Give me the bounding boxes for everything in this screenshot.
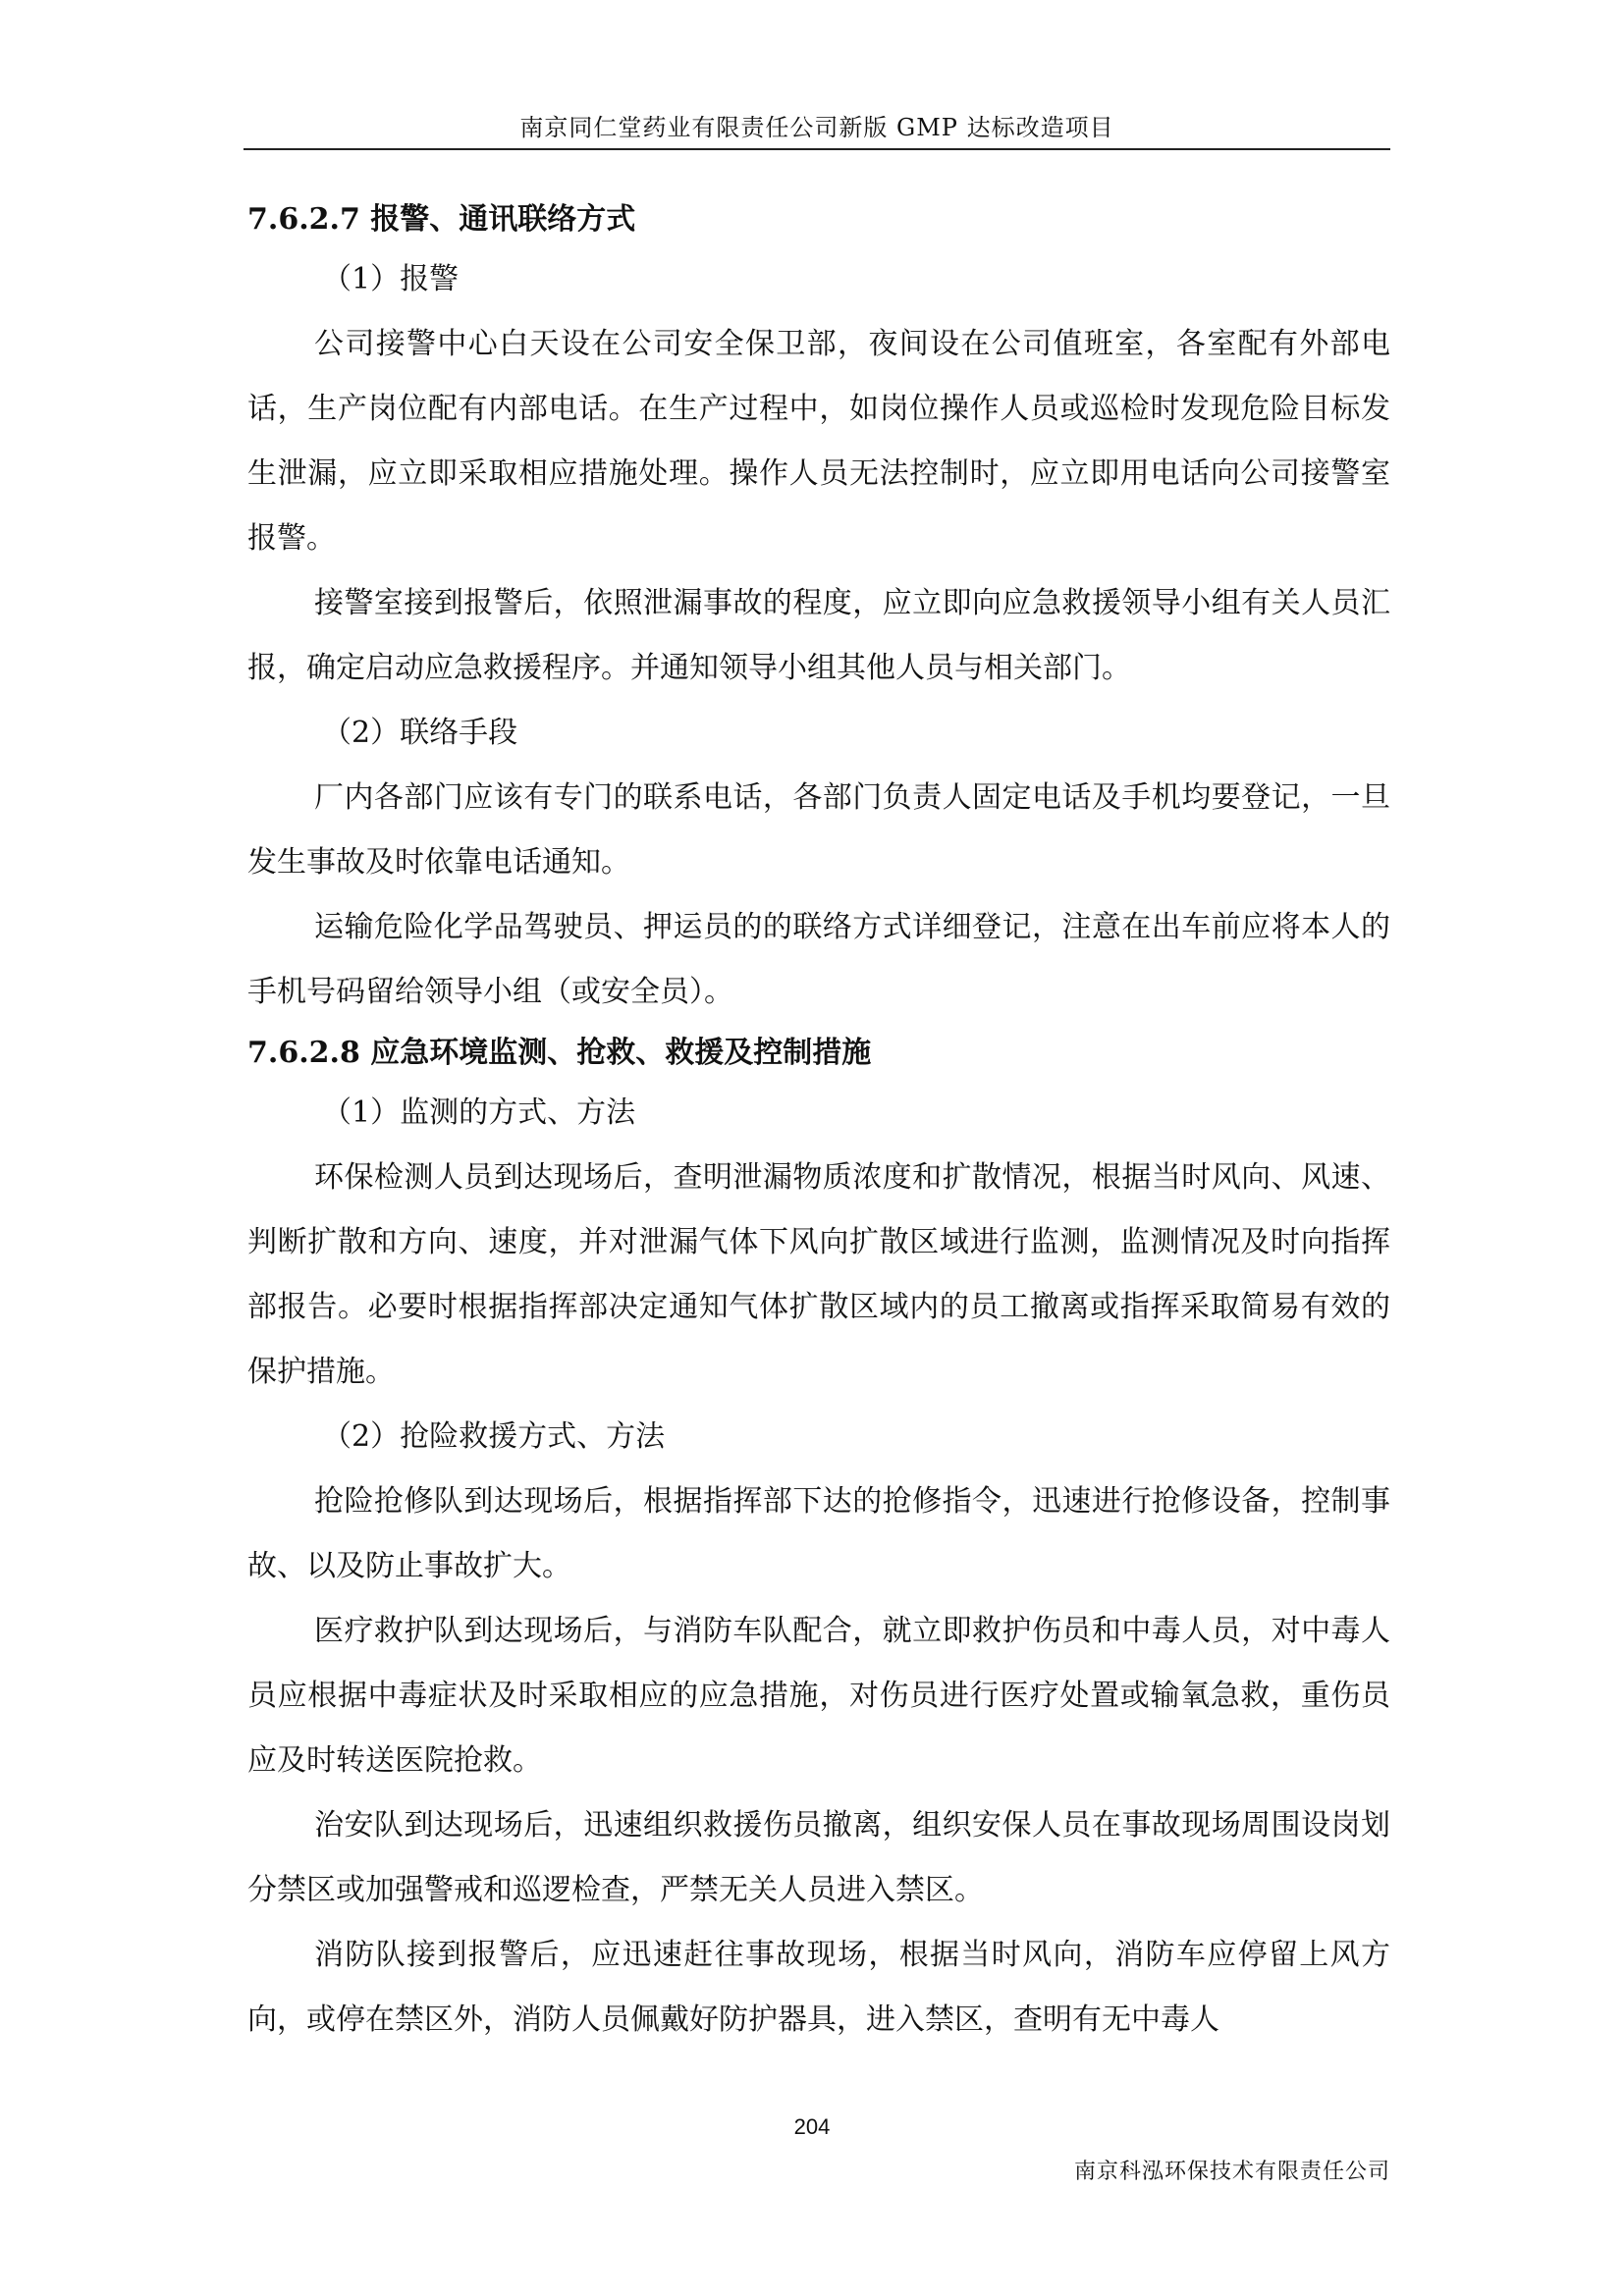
subheading-rescue-methods: （2）抢险救援方式、方法 (322, 1419, 666, 1454)
subheading-alarm: （1）报警 (322, 262, 460, 296)
page-header-title: 南京同仁堂药业有限责任公司新版 GMP 达标改造项目 (519, 114, 1114, 141)
paragraph: 公司接警中心白天设在公司安全保卫部，夜间设在公司值班室，各室配有外部电话，生产岗位配有内部电话。在生产过程中，如岗位操作人员或巡检时发现危险目标发生泄漏，应立即采取相应措施处理。操作人员无法控制时，应立即用电话向公司接警室报警。 (247, 327, 1390, 556)
footer-company-name: 南京科泓环保技术有限责任公司 (1073, 2160, 1390, 2184)
page-number: 204 (793, 2114, 831, 2139)
section-heading-alarm-communication: 7.6.2.7 报警、通讯联络方式 (247, 202, 636, 237)
subheading-contact-means: （2）联络手段 (322, 716, 518, 750)
paragraph: 抢险抢修队到达现场后，根据指挥部下达的抢修指令，迅速进行抢修设备，控制事故、以及防止事故扩大。 (247, 1484, 1390, 1583)
paragraph: 环保检测人员到达现场后，查明泄漏物质浓度和扩散情况，根据当时风向、风速、判断扩散和方向、速度，并对泄漏气体下风向扩散区域进行监测，监测情况及时向指挥部报告。必要时根据指挥部决定通知气体扩散区域内的员工撤离或指挥采取简易有效的保护措施。 (247, 1160, 1390, 1389)
paragraph: 消防队接到报警后，应迅速赶往事故现场，根据当时风向，消防车应停留上风方向，或停在禁区外，消防人员佩戴好防护器具，进入禁区，查明有无中毒人 (247, 1938, 1390, 2037)
paragraph: 医疗救护队到达现场后，与消防车队配合，就立即救护伤员和中毒人员，对中毒人员应根据中毒症状及时采取相应的应急措施，对伤员进行医疗处置或输氧急救，重伤员应及时转送医院抢救。 (247, 1614, 1390, 1778)
subheading-monitoring-methods: （1）监测的方式、方法 (322, 1095, 636, 1130)
header-divider (244, 148, 1390, 150)
paragraph: 治安队到达现场后，迅速组织救援伤员撤离，组织安保人员在事故现场周围设岗划分禁区或加强警戒和巡逻检查，严禁无关人员进入禁区。 (247, 1808, 1390, 1907)
section-heading-emergency-monitoring: 7.6.2.8 应急环境监测、抢救、救援及控制措施 (247, 1036, 872, 1070)
paragraph: 接警室接到报警后，依照泄漏事故的程度，应立即向应急救援领导小组有关人员汇报，确定启动应急救援程序。并通知领导小组其他人员与相关部门。 (247, 586, 1390, 685)
paragraph: 运输危险化学品驾驶员、押运员的的联络方式详细登记，注意在出车前应将本人的手机号码留给领导小组（或安全员）。 (247, 910, 1390, 1009)
document-body (247, 191, 1390, 2053)
paragraph: 厂内各部门应该有专门的联系电话，各部门负责人固定电话及手机均要登记，一旦发生事故及时依靠电话通知。 (247, 780, 1390, 880)
